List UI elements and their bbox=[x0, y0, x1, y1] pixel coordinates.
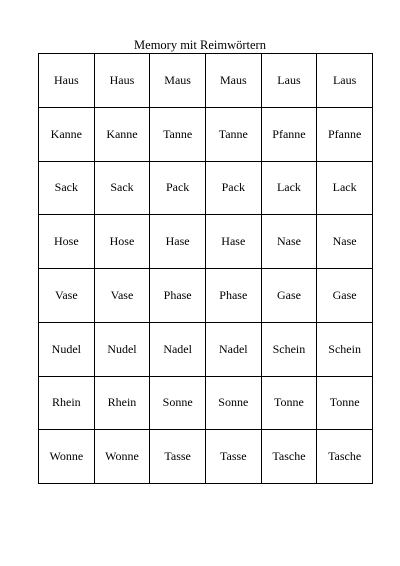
memory-card: Sonne bbox=[205, 376, 261, 430]
memory-card: Tasche bbox=[317, 430, 373, 484]
memory-card: Phase bbox=[150, 269, 206, 323]
memory-card: Hase bbox=[150, 215, 206, 269]
memory-card: Sonne bbox=[150, 376, 206, 430]
memory-card: Hose bbox=[94, 215, 150, 269]
memory-card: Nadel bbox=[150, 322, 206, 376]
memory-row bbox=[39, 54, 373, 108]
memory-card: Tasche bbox=[261, 430, 317, 484]
memory-row bbox=[39, 322, 373, 376]
memory-card: Tonne bbox=[261, 376, 317, 430]
memory-card: Haus bbox=[94, 54, 150, 108]
memory-row bbox=[39, 215, 373, 269]
memory-card: Nadel bbox=[205, 322, 261, 376]
memory-card: Haus bbox=[39, 54, 95, 108]
memory-card: Schein bbox=[317, 322, 373, 376]
memory-card: Schein bbox=[261, 322, 317, 376]
memory-card: Laus bbox=[317, 54, 373, 108]
memory-card: Tanne bbox=[205, 107, 261, 161]
memory-card: Phase bbox=[205, 269, 261, 323]
memory-card: Kanne bbox=[39, 107, 95, 161]
memory-card: Nase bbox=[317, 215, 373, 269]
memory-card: Hase bbox=[205, 215, 261, 269]
memory-card: Lack bbox=[261, 161, 317, 215]
memory-card: Vase bbox=[94, 269, 150, 323]
memory-row bbox=[39, 430, 373, 484]
memory-card: Tasse bbox=[205, 430, 261, 484]
memory-card: Gase bbox=[317, 269, 373, 323]
memory-card: Rhein bbox=[39, 376, 95, 430]
memory-card: Lack bbox=[317, 161, 373, 215]
memory-card: Kanne bbox=[94, 107, 150, 161]
memory-card: Sack bbox=[94, 161, 150, 215]
memory-card: Rhein bbox=[94, 376, 150, 430]
memory-card: Gase bbox=[261, 269, 317, 323]
memory-card-grid bbox=[38, 53, 373, 484]
memory-row bbox=[39, 269, 373, 323]
memory-card-grid-body bbox=[39, 54, 373, 484]
memory-row bbox=[39, 161, 373, 215]
memory-card: Wonne bbox=[94, 430, 150, 484]
memory-card: Pack bbox=[150, 161, 206, 215]
memory-card: Nase bbox=[261, 215, 317, 269]
memory-row bbox=[39, 376, 373, 430]
memory-card: Laus bbox=[261, 54, 317, 108]
memory-card: Vase bbox=[39, 269, 95, 323]
memory-card: Pfanne bbox=[317, 107, 373, 161]
memory-card: Wonne bbox=[39, 430, 95, 484]
memory-card: Hose bbox=[39, 215, 95, 269]
memory-row bbox=[39, 107, 373, 161]
memory-card: Nudel bbox=[94, 322, 150, 376]
memory-card: Tonne bbox=[317, 376, 373, 430]
memory-card: Nudel bbox=[39, 322, 95, 376]
memory-card: Pfanne bbox=[261, 107, 317, 161]
memory-card: Tasse bbox=[150, 430, 206, 484]
page-title: Memory mit Reimwörtern bbox=[134, 38, 266, 52]
memory-card: Maus bbox=[150, 54, 206, 108]
memory-card: Sack bbox=[39, 161, 95, 215]
memory-card: Pack bbox=[205, 161, 261, 215]
memory-card: Tanne bbox=[150, 107, 206, 161]
memory-card: Maus bbox=[205, 54, 261, 108]
